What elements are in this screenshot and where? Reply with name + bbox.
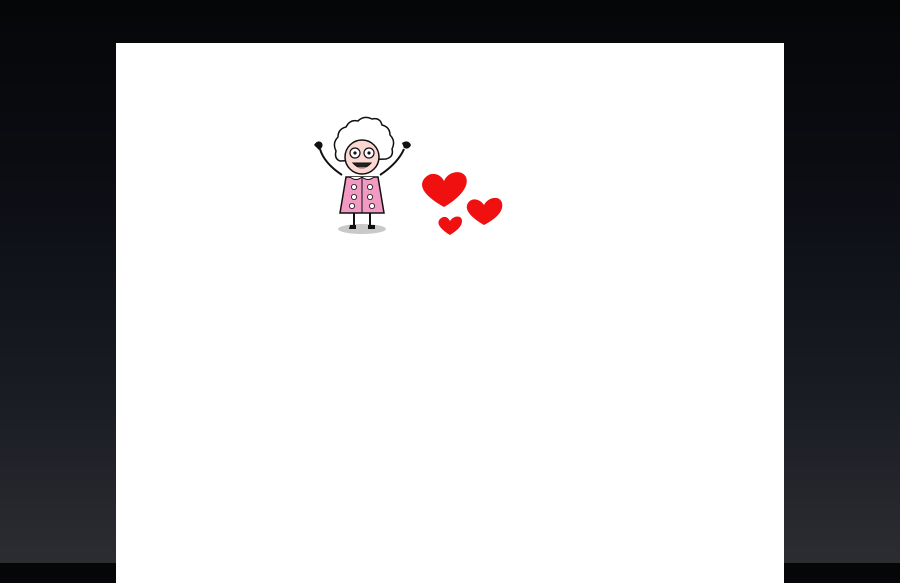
- red-hearts-decoration: [416, 167, 511, 237]
- grandma-illustration: [310, 115, 420, 237]
- worksheet-page: [116, 43, 784, 583]
